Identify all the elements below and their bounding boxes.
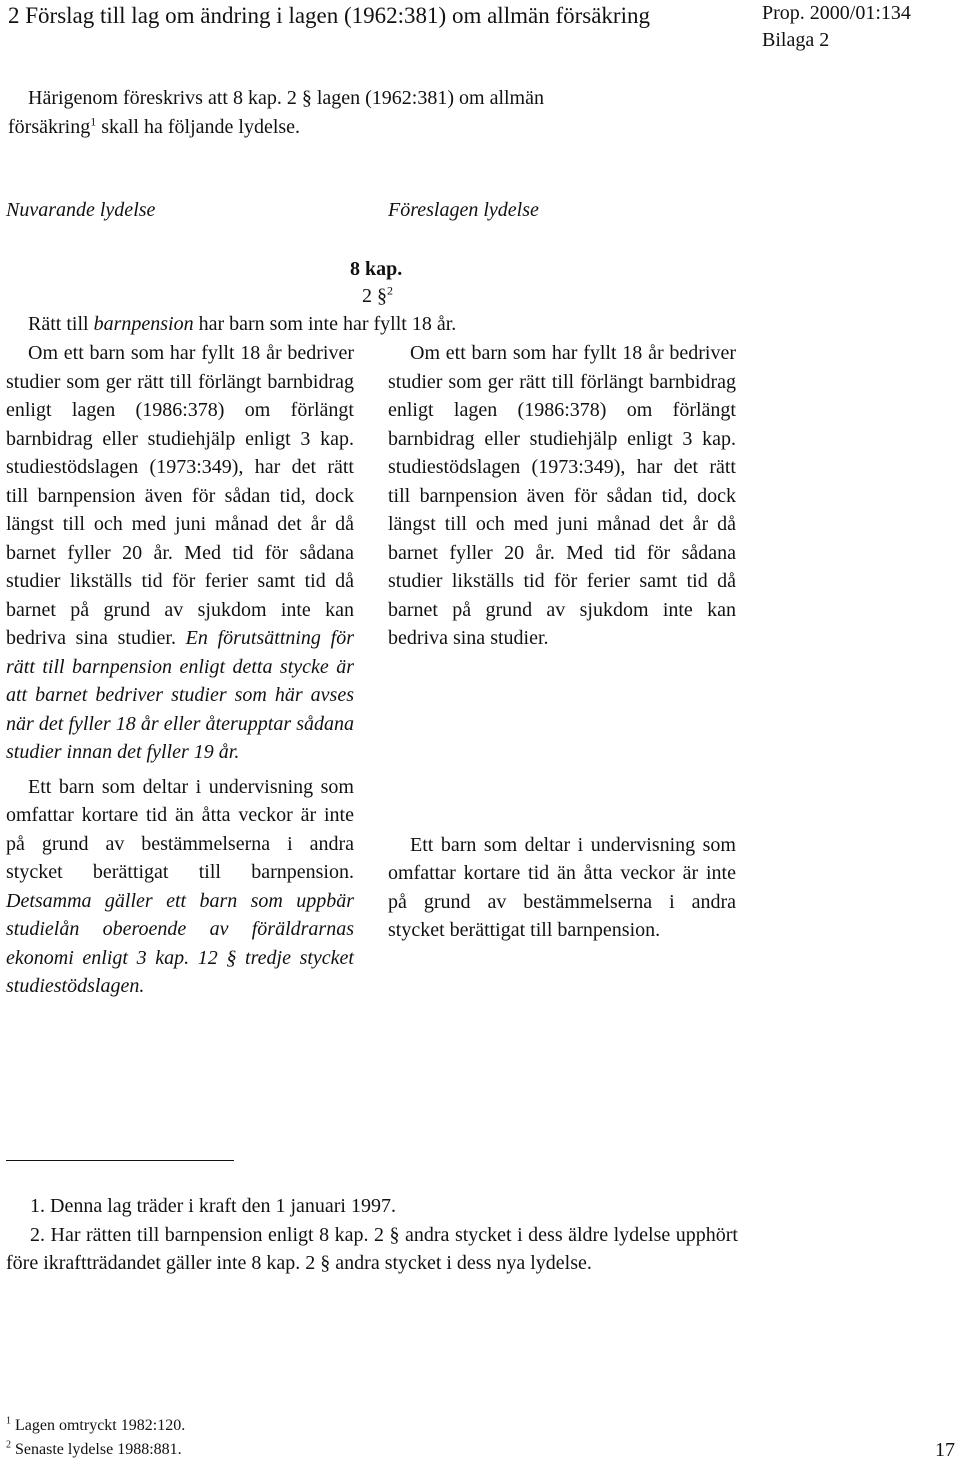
proposed-paragraph-2: Ett barn som deltar i undervisning som omfattar kortare tid än åtta veckor är inte på grund av bestämmelserna i andra stycket berättigat till barnpension. xyxy=(388,833,736,941)
text-span: Ett barn som deltar i undervisning som omfattar kortare tid än åtta veckor är inte på grund av bestämmelserna i andra stycket berättigat till barnpension. xyxy=(6,775,354,883)
chapter-heading: 8 kap. xyxy=(350,258,403,280)
removed-text: Detsamma gäller ett barn som uppbär studielån oberoende av föräldrarnas ekonomi enligt 3 kap. 12 § tredje stycket studiestödslagen. xyxy=(6,889,354,997)
intro-line-1: Härigenom föreskrivs att 8 kap. 2 § lagen (1962:381) om allmän xyxy=(28,87,544,109)
footnote-text: Lagen omtryckt 1982:120. xyxy=(15,1417,186,1434)
note-1: 1. Denna lag träder i kraft den 1 januari 1997. xyxy=(30,1195,396,1217)
column-heading-proposed: Föreslagen lydelse xyxy=(388,199,539,221)
bilaga-label: Bilaga 2 xyxy=(762,29,830,51)
transition-notes xyxy=(6,1192,738,1278)
separator-rule xyxy=(6,1160,234,1161)
heading-part: Rätt till xyxy=(28,313,94,335)
intro-word: försäkring xyxy=(8,116,91,138)
column-heading-current: Nuvarande lydelse xyxy=(6,199,156,221)
footnote-2 xyxy=(6,1438,406,1462)
intro-rest: skall ha följande lydelse. xyxy=(96,116,301,138)
heading-part: har barn som inte har fyllt 18 år. xyxy=(193,313,457,335)
document-title: 2 Förslag till lag om ändring i lagen (1962:381) om allmän försäkring xyxy=(8,3,650,28)
footnote-ref-1: 1 xyxy=(90,114,97,129)
section-heading xyxy=(28,310,748,339)
current-wording-column xyxy=(6,339,354,1001)
prop-number: Prop. 2000/01:134 xyxy=(762,2,911,24)
footnote-1 xyxy=(6,1414,406,1438)
intro-line-2 xyxy=(8,113,728,142)
current-paragraph-1 xyxy=(6,339,354,767)
paragraph-number xyxy=(362,282,393,311)
footnote-text: Senaste lydelse 1988:881. xyxy=(15,1441,182,1458)
intro-text xyxy=(8,84,728,142)
paragraph-label: 2 § xyxy=(362,285,387,307)
footnote-mark: 2 xyxy=(6,1439,11,1451)
note-2: 2. Har rätten till barnpension enligt 8 kap. 2 § andra stycket i dess äldre lydelse upphört före ikraftträdandet gäller inte 8 kap. 2 § andra stycket i dess nya lydelse. xyxy=(6,1223,738,1274)
footnote-ref-2: 2 xyxy=(387,283,393,298)
current-paragraph-2 xyxy=(6,773,354,1001)
proposition-reference xyxy=(762,0,952,54)
page-number: 17 xyxy=(935,1439,955,1461)
proposed-paragraph-1: Om ett barn som har fyllt 18 år bedriver studier som ger rätt till förlängt barnbidrag enligt lagen (1986:378) om förlängt barnbidrag eller studiehjälp enligt 3 kap. studiestödslagen (1973:349), har det rätt till barnpension även för sådan tid, dock längst till och med juni månad det år då barnet fyller 20 år. Med tid för sådana studier likställs tid för ferier samt tid då barnet på grund av sjukdom inte kan bedriva sina studier. xyxy=(388,342,736,649)
footnotes xyxy=(6,1414,406,1462)
heading-italic: barnpension xyxy=(93,313,194,335)
footnote-mark: 1 xyxy=(6,1415,11,1427)
text-span: Om ett barn som har fyllt 18 år bedriver studier som ger rätt till förlängt barnbidrag enligt lagen (1986:378) om förlängt barnbidrag eller studiehjälp enligt 3 kap. studiestödslagen (1973:349), har det rätt till barnpension även för sådan tid, dock längst till och med juni månad det år då barnet fyller 20 år. Med tid för sådana studier likställs tid för ferier samt tid då barnet på grund av sjukdom inte kan bedriva sina studier. xyxy=(6,342,354,649)
removed-text: En förutsättning för rätt till barnpension enligt detta stycke är att barnet bedriver studier som här avses när det fyller 18 år eller återupptar sådana studier innan det fyller 19 år. xyxy=(6,627,354,763)
proposed-wording-column xyxy=(388,339,736,945)
